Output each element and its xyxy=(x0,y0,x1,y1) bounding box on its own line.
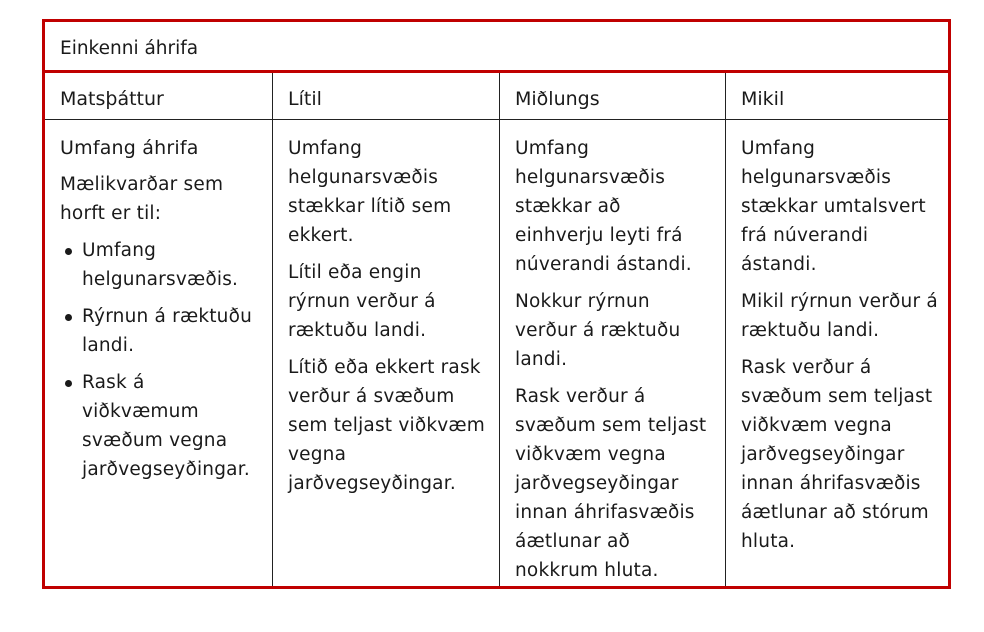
table-title-row xyxy=(45,22,948,73)
mikil-text: Mikil rýrnun verður á ræktuðu landi. xyxy=(741,291,938,341)
criteria-bullet: Rask á viðkvæmum svæðum vegna jarðvegseyðingar. xyxy=(60,368,262,484)
header-midlungs-label: Miðlungs xyxy=(515,88,600,110)
mikil-text: Rask verður á svæðum sem teljast viðkvæm vegna jarðvegseyðingar innan áhrifasvæðis áætlunar að stórum hluta. xyxy=(741,357,933,552)
criteria-bullet: Umfang helgunarsvæðis. xyxy=(60,236,262,294)
header-cell-midlungs xyxy=(499,73,725,119)
impact-table xyxy=(42,19,951,589)
table-title: Einkenni áhrifa xyxy=(60,38,199,59)
criteria-intro: Mælikvarðar sem horft er til: xyxy=(60,174,224,224)
midlungs-text: Umfang helgunarsvæðis stækkar að einhverju leyti frá núverandi ástandi. xyxy=(515,138,692,275)
litil-text: Lítil eða engin rýrnun verður á ræktuðu landi. xyxy=(288,262,436,341)
mikil-cell xyxy=(725,120,948,586)
mikil-text: Umfang helgunarsvæðis stækkar umtalsvert frá núverandi ástandi. xyxy=(741,138,926,275)
criteria-bullet: Rýrnun á ræktuðu landi. xyxy=(60,302,262,360)
header-cell-criteria xyxy=(45,73,272,119)
midlungs-text: Rask verður á svæðum sem teljast viðkvæm vegna jarðvegseyðingar innan áhrifasvæðis áætlunar að nokkrum hluta. xyxy=(515,386,707,581)
header-cell-litil xyxy=(272,73,499,119)
midlungs-cell xyxy=(499,120,725,586)
header-cell-mikil xyxy=(725,73,948,119)
header-criteria-label: Matsþáttur xyxy=(60,88,164,110)
midlungs-text: Nokkur rýrnun verður á ræktuðu landi. xyxy=(515,291,681,370)
litil-text: Umfang helgunarsvæðis stækkar lítið sem ekkert. xyxy=(288,138,452,246)
header-litil-label: Lítil xyxy=(288,88,322,110)
litil-text: Lítið eða ekkert rask verður á svæðum sem teljast viðkvæm vegna jarðvegseyðingar. xyxy=(288,357,486,494)
header-mikil-label: Mikil xyxy=(741,88,785,110)
criteria-bullet-list xyxy=(60,236,262,484)
table-body-row xyxy=(45,120,948,586)
table-header-row xyxy=(45,73,948,120)
litil-cell xyxy=(272,120,499,586)
criteria-cell xyxy=(45,120,272,586)
criteria-heading: Umfang áhrifa xyxy=(60,137,199,159)
